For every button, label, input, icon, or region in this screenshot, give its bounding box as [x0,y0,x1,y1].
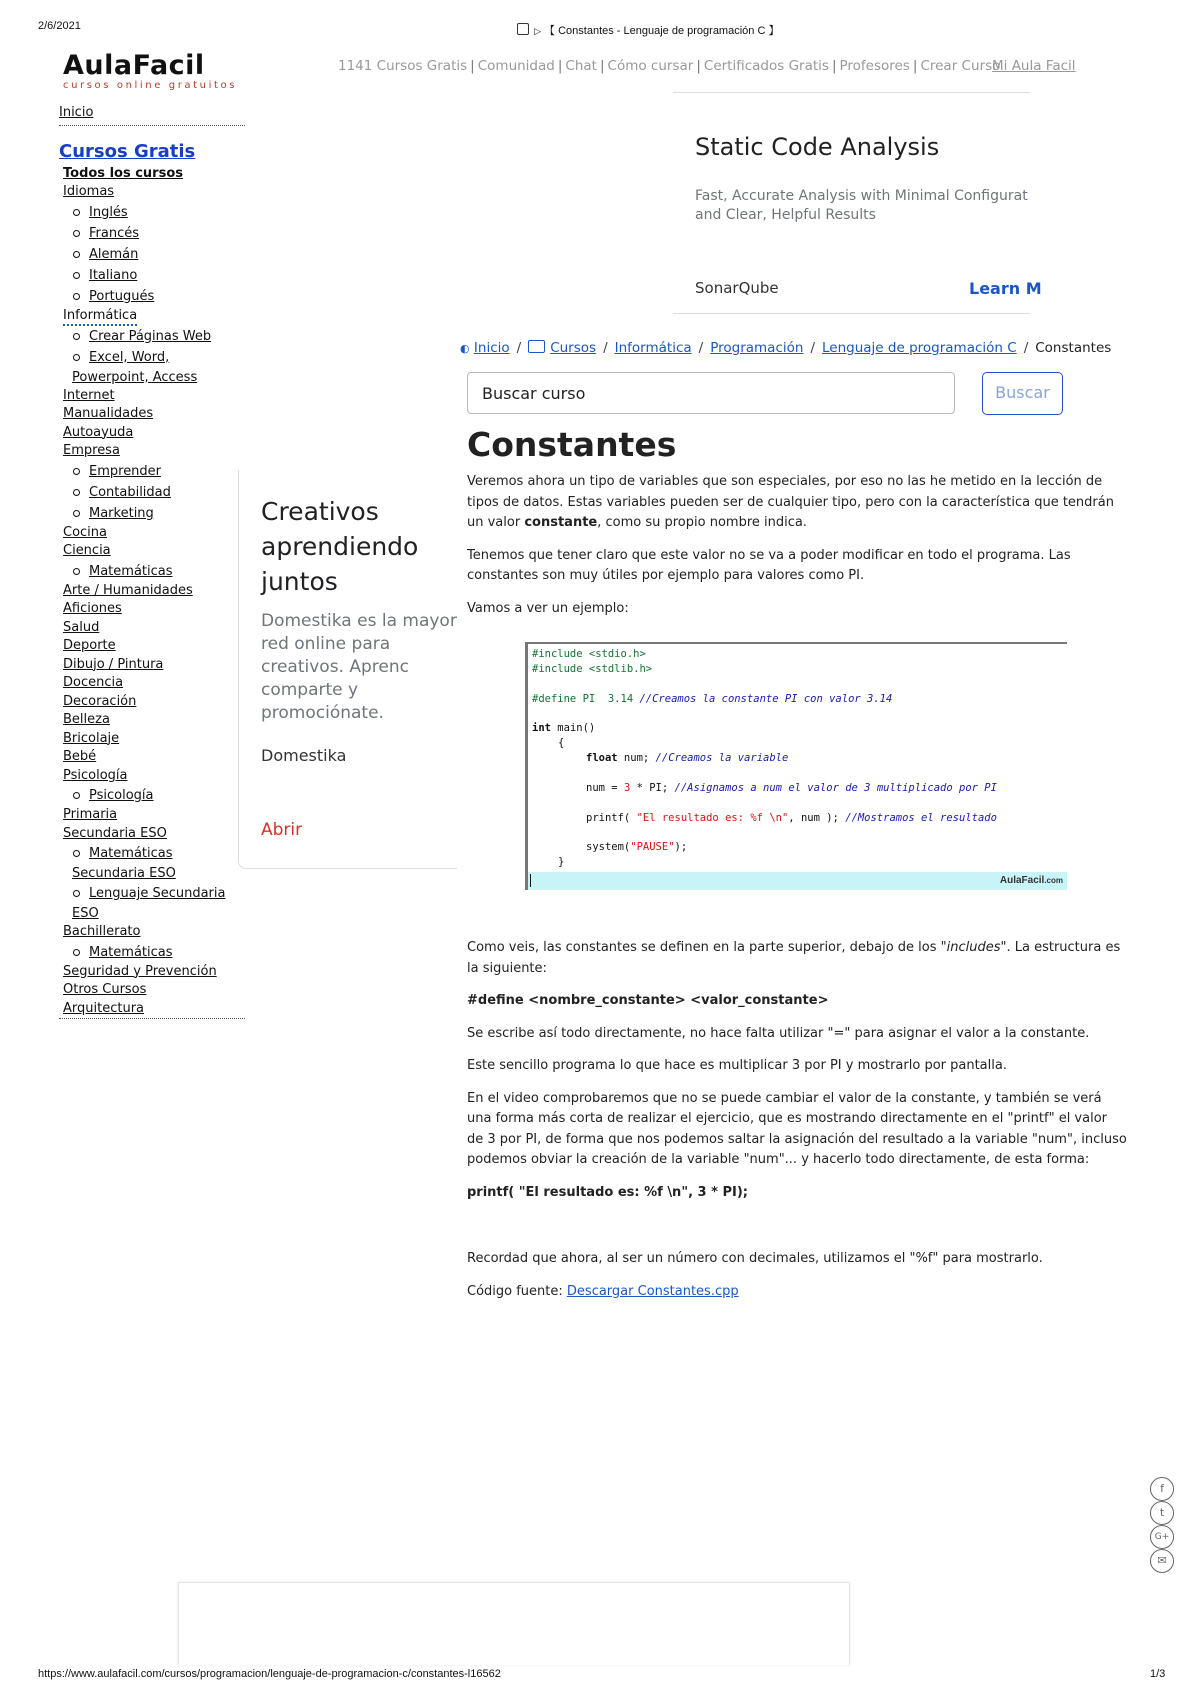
sidebar-bebe[interactable]: Bebé [63,749,97,764]
sidebar-autoayuda[interactable]: Autoayuda [63,424,134,440]
sidebar-aleman[interactable]: Alemán [89,246,139,262]
ad-domestika[interactable] [238,470,457,869]
sidebar-arquitectura[interactable]: Arquitectura [63,1000,145,1016]
paragraph-example: Vamos a ver un ejemplo: [467,600,629,616]
paragraph-intro: Veremos ahora un tipo de variables que son especiales, por eso no las he metido en la lección de tipos de datos. Estas variables pueden ser de cualquier tipo, pero con la característica que tendrán un valor constante, como su propio nombre indica. [467,474,1114,530]
sidebar-arte[interactable]: Arte / Humanidades [63,582,193,598]
nav-cursos-gratis[interactable]: 1141 Cursos Gratis [338,58,468,74]
ad-static-code[interactable] [673,92,1042,314]
sidebar-primaria[interactable]: Primaria [63,807,118,822]
page-title: Constantes [467,425,677,464]
ad-side-cta[interactable]: Abrir [261,820,303,840]
top-nav: 1141 Cursos Gratis | Comunidad | Chat | Cómo cursar | Certificados Gratis | Profesores | Crear Curso [338,58,1001,74]
nav-mi-aula-facil[interactable]: Mi Aula Facil [992,58,1076,74]
nav-certificados[interactable]: Certificados Gratis [703,58,829,74]
sidebar-internet[interactable]: Internet [63,387,115,403]
ad-side-brand: Domestika [261,746,347,765]
article-body [467,472,1127,631]
source-code: Código fuente: Descargar Constantes.cpp [467,1283,739,1299]
ad-top-desc: Fast, Accurate Analysis with Minimal Configurat and Clear, Helpful Results [695,188,1028,223]
sidebar-matematicas-eso[interactable]: Matemáticas [89,846,173,861]
nav-chat[interactable]: Chat [565,58,597,74]
nav-profesores[interactable]: Profesores [839,58,910,74]
sidebar-todos[interactable]: Todos los cursos [63,165,184,181]
home-icon: ◐ [460,342,470,355]
sidebar-cocina[interactable]: Cocina [63,524,107,540]
sidebar-ciencia[interactable]: Ciencia [63,543,111,558]
code-example-image: #include <stdio.h> #include <stdlib.h> #define PI 3.14 //Creamos la constante PI con valor 3.14 int main() { float num; //Creamos la variable num = 3 * PI; //Asignamos a num el valor de 3 multiplicado por PI printf( "El resultado es: %f \n", num ); //Mostramos el resultado system("PAUSE"); } AulaFacil.com [525,642,1067,890]
sidebar-matematicas-bach[interactable]: Matemáticas [89,944,173,960]
print-tab-title: ▷ 【 Constantes - Lenguaje de programación C 】 [517,22,779,38]
breadcrumb: ◐ Inicio / Cursos / Informática / Programación / Lenguaje de programación C / Constantes [460,340,1112,356]
search-input-value: Buscar curso [482,384,586,403]
sidebar-excel-cont[interactable]: Powerpoint, Access [72,369,198,385]
crumb-cursos[interactable]: Cursos [550,340,597,356]
favicon-icon [517,23,529,35]
sidebar-manualidades[interactable]: Manualidades [63,406,154,421]
sidebar-ingles[interactable]: Inglés [89,204,128,220]
sidebar-idiomas[interactable]: Idiomas [63,184,115,199]
google-plus-icon[interactable]: G+ [1150,1525,1174,1549]
print-url: https://www.aulafacil.com/cursos/programacion/lenguaje-de-programacion-c/constantes-l16562 [38,1668,501,1680]
sidebar-psicologia-sub[interactable]: Psicología [89,788,154,803]
nav-crear-curso[interactable]: Crear Curso [920,58,1001,74]
define-syntax: #define <nombre_constante> <valor_constante> [467,993,829,1008]
sidebar-bachillerato[interactable]: Bachillerato [63,924,141,939]
ad-top-title: Static Code Analysis [695,133,940,161]
paragraph-defines: Como veis, las constantes se definen en la parte superior, debajo de los "includes". La estructura es la siguiente: [467,940,1121,976]
download-source-link[interactable]: Descargar Constantes.cpp [566,1283,739,1299]
paragraph-no-equals: Se escribe así todo directamente, no hace falta utilizar "=" para asignar el valor a la constante. [467,1025,1090,1041]
sidebar-heading[interactable]: Cursos Gratis [59,140,196,162]
sidebar-otros[interactable]: Otros Cursos [63,982,147,997]
logo-tagline: cursos online gratuitos [63,80,238,91]
code-watermark: AulaFacil.com [999,875,1063,886]
sidebar-crear-paginas[interactable]: Crear Páginas Web [89,328,212,344]
twitter-icon[interactable]: t [1150,1501,1174,1525]
print-date: 2/6/2021 [38,20,81,32]
paragraph-video: En el video comprobaremos que no se puede cambiar el valor de la constante, y también se verá una forma más corta de realizar el ejercicio, que es mostrando directamente en el "printf" el valor de 3 por PI, de forma que nos podemos saltar la asignación del resultado a la variable "num", incluso podemos obviar la creación de la variable "num"... y hacerlo todo directamente, de esta forma: [467,1090,1127,1167]
folder-icon [528,340,545,353]
print-page-number: 1/3 [1150,1668,1166,1680]
search-button[interactable]: Buscar [982,372,1063,415]
ad-side-desc: Domestika es la mayor red online para creativos. Aprenc comparte y promociónate. [261,611,457,723]
ad-top-cta[interactable]: Learn M [969,279,1042,298]
sidebar-decoracion[interactable]: Decoración [63,693,137,709]
sidebar-bricolaje[interactable]: Bricolaje [63,730,120,746]
sidebar-matematicas-ciencia[interactable]: Matemáticas [89,563,173,579]
sidebar-lenguaje-eso[interactable]: ESO [72,906,99,921]
sidebar-psicologia[interactable]: Psicología [63,767,128,783]
sidebar-portugues[interactable]: Portugués [89,288,155,304]
sidebar-emprender[interactable]: Emprender [89,463,162,479]
sidebar-docencia[interactable]: Docencia [63,675,124,690]
sidebar-frances[interactable]: Francés [89,225,140,241]
crumb-informatica[interactable]: Informática [614,340,692,356]
search-input[interactable] [467,372,955,414]
nav-comunidad[interactable]: Comunidad [477,58,555,74]
printf-example: printf( "El resultado es: %f \n", 3 * PI); [467,1184,748,1200]
sidebar-inicio[interactable]: Inicio [59,105,94,120]
sidebar-salud[interactable]: Salud [63,619,100,635]
article-body-continued [467,938,1127,1314]
sidebar-secundaria[interactable]: Secundaria ESO [63,825,167,841]
ad-bottom-banner [178,1582,850,1665]
sidebar-deporte[interactable]: Deporte [63,638,116,653]
mail-icon[interactable]: ✉ [1150,1549,1174,1573]
logo-name: AulaFacil [63,50,205,81]
sidebar-lenguaje-secundaria[interactable]: Lenguaje Secundaria [89,886,226,901]
site-logo[interactable] [63,52,237,92]
crumb-current: Constantes [1035,340,1112,356]
paragraph-format: Recordad que ahora, al ser un número con decimales, utilizamos el "%f" para mostrarlo. [467,1251,1043,1266]
paragraph-program: Este sencillo programa lo que hace es multiplicar 3 por PI y mostrarlo por pantalla. [467,1058,1007,1073]
sidebar-marketing[interactable]: Marketing [89,505,154,521]
sidebar-italiano[interactable]: Italiano [89,267,138,283]
play-icon: ▷ [534,26,541,36]
sidebar-empresa[interactable]: Empresa [63,443,120,458]
sidebar-excel[interactable]: Excel, Word, [89,349,170,365]
sidebar-secundaria-sub[interactable]: Secundaria ESO [72,866,176,881]
paragraph-constant-note: Tenemos que tener claro que este valor no se va a poder modificar en todo el programa. Las constantes son muy útiles por ejemplo para valores como PI. [467,547,1071,583]
sidebar-seguridad[interactable]: Seguridad y Prevención [63,963,217,979]
crumb-lenguaje-c[interactable]: Lenguaje de programación C [822,340,1017,356]
ad-top-brand: SonarQube [695,279,779,297]
sidebar [59,104,245,1019]
nav-como-cursar[interactable]: Cómo cursar [607,58,694,74]
sidebar-contabilidad[interactable]: Contabilidad [89,484,171,500]
facebook-icon[interactable]: f [1150,1477,1174,1501]
ad-side-title: Creativos aprendiendo juntos [261,497,419,596]
sidebar-belleza[interactable]: Belleza [63,712,110,727]
sidebar-informatica[interactable]: Informática [63,307,137,326]
crumb-programacion[interactable]: Programación [710,340,804,356]
sidebar-aficiones[interactable]: Aficiones [63,601,122,616]
crumb-inicio[interactable]: Inicio [473,340,510,356]
sidebar-dibujo[interactable]: Dibujo / Pintura [63,656,164,672]
